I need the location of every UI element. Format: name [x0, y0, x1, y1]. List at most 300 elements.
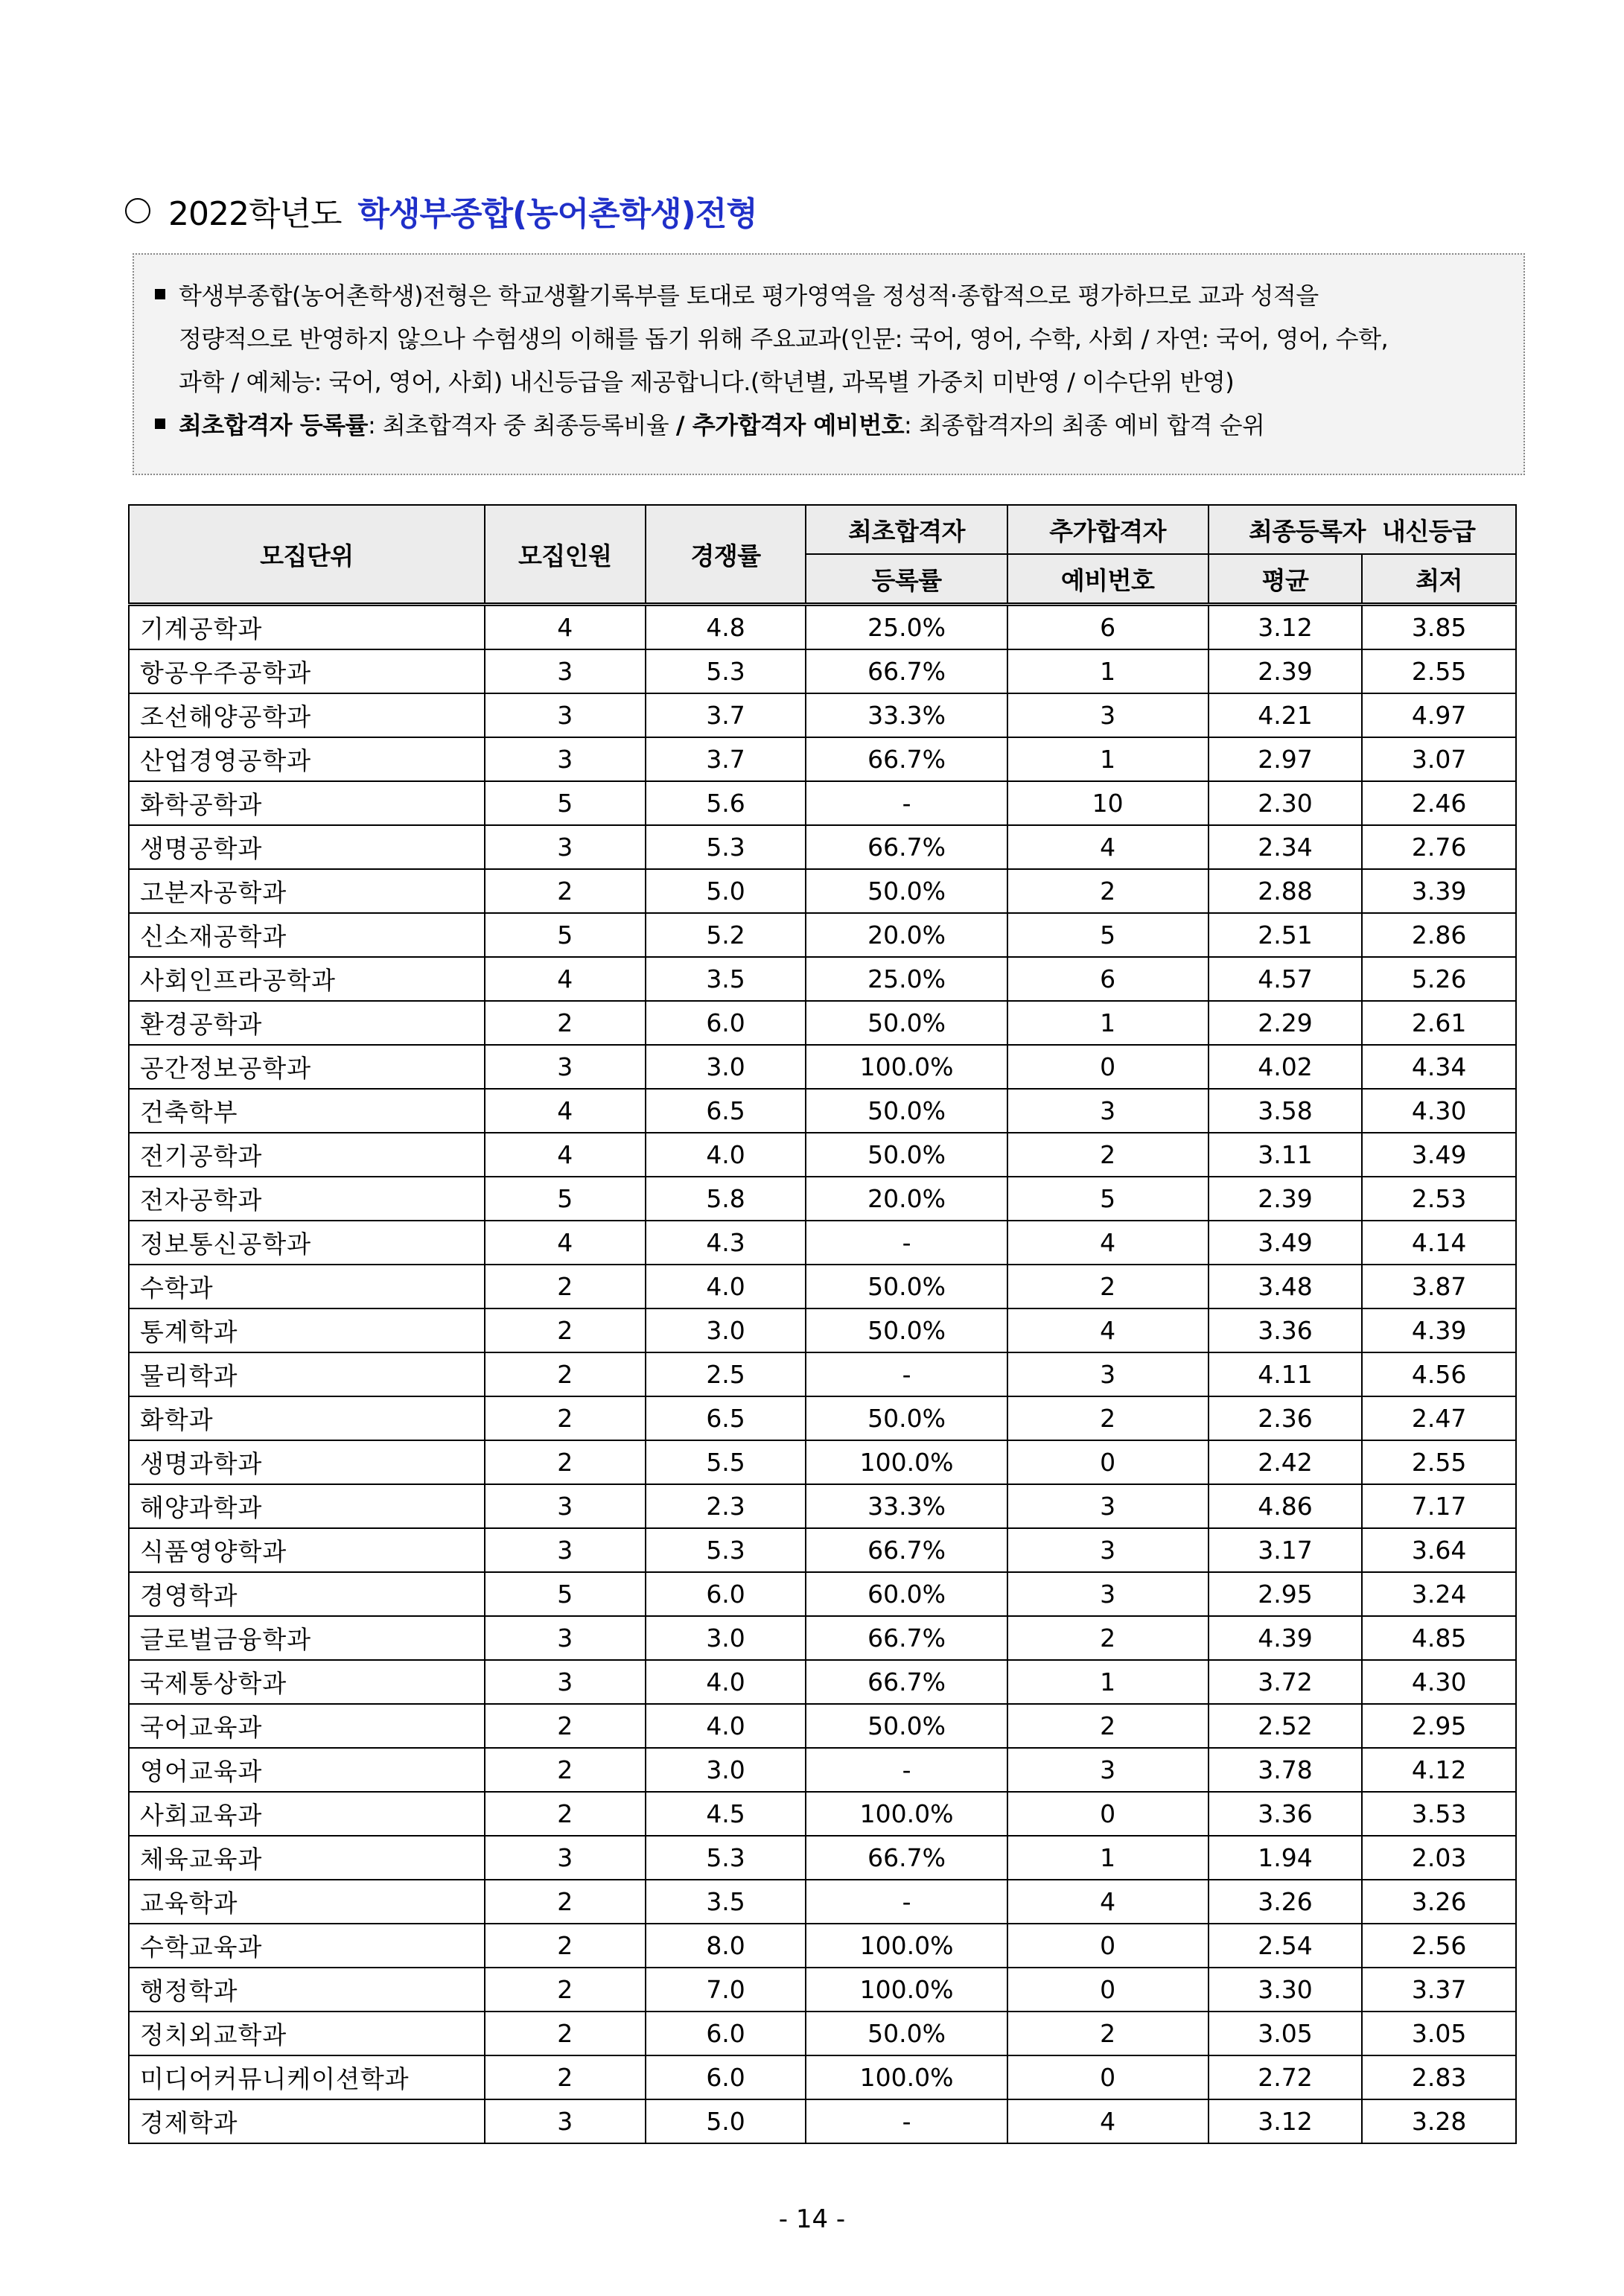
grade-avg-cell: 3.36: [1209, 1308, 1363, 1352]
competition-cell: 3.7: [646, 693, 806, 737]
note-item-1: [150, 274, 1507, 317]
note-separator: /: [675, 411, 685, 439]
grade-min-cell: 2.56: [1362, 1924, 1516, 1968]
table-row: [129, 1880, 1516, 1924]
waitlist-number-cell: 3: [1007, 1484, 1209, 1528]
table-body: [129, 605, 1516, 2144]
first-reg-rate-cell: 100.0%: [806, 1924, 1007, 1968]
col-header-first-reg-bottom: 등록률: [806, 554, 1007, 605]
quota-cell: 2: [485, 1396, 646, 1440]
unit-name-cell: 수학과: [129, 1265, 485, 1308]
waitlist-number-cell: 0: [1007, 1792, 1209, 1836]
col-header-competition: 경쟁률: [646, 505, 806, 605]
table-row: [129, 693, 1516, 737]
unit-name-cell: 전기공학과: [129, 1133, 485, 1177]
first-reg-rate-cell: 100.0%: [806, 1045, 1007, 1089]
competition-cell: 3.5: [646, 957, 806, 1001]
grade-avg-cell: 2.30: [1209, 781, 1363, 825]
quota-cell: 3: [485, 1045, 646, 1089]
table-row: [129, 1616, 1516, 1660]
col-header-waitlist-top: 추가합격자: [1007, 505, 1209, 554]
table-row: [129, 957, 1516, 1001]
unit-name-cell: 생명과학과: [129, 1440, 485, 1484]
grade-min-cell: 4.30: [1362, 1660, 1516, 1704]
table-row: [129, 1089, 1516, 1133]
first-reg-rate-cell: -: [806, 2099, 1007, 2143]
square-bullet-icon: [155, 419, 165, 429]
grade-min-cell: 3.26: [1362, 1880, 1516, 1924]
col-header-grade-min: 최저: [1362, 554, 1516, 605]
quota-cell: 3: [485, 1836, 646, 1880]
square-bullet-icon: [155, 289, 165, 299]
competition-cell: 6.0: [646, 1572, 806, 1616]
first-reg-rate-cell: 50.0%: [806, 1001, 1007, 1045]
table-row: [129, 1836, 1516, 1880]
unit-name-cell: 수학교육과: [129, 1924, 485, 1968]
table-row: [129, 913, 1516, 957]
quota-cell: 2: [485, 1308, 646, 1352]
waitlist-number-cell: 6: [1007, 957, 1209, 1001]
waitlist-number-cell: 3: [1007, 1528, 1209, 1572]
admission-results-table: [128, 504, 1517, 2144]
quota-cell: 2: [485, 1924, 646, 1968]
table-row: [129, 1572, 1516, 1616]
grade-avg-cell: 3.12: [1209, 2099, 1363, 2143]
waitlist-number-cell: 0: [1007, 2055, 1209, 2099]
competition-cell: 4.8: [646, 605, 806, 650]
grade-min-cell: 5.26: [1362, 957, 1516, 1001]
first-reg-rate-cell: 50.0%: [806, 1396, 1007, 1440]
quota-cell: 3: [485, 1484, 646, 1528]
grade-min-cell: 2.83: [1362, 2055, 1516, 2099]
col-header-unit: 모집단위: [129, 505, 485, 605]
grade-avg-cell: 2.54: [1209, 1924, 1363, 1968]
grade-min-cell: 4.34: [1362, 1045, 1516, 1089]
grade-min-cell: 2.53: [1362, 1177, 1516, 1221]
grade-min-cell: 3.37: [1362, 1968, 1516, 2012]
unit-name-cell: 생명공학과: [129, 825, 485, 869]
grade-min-cell: 3.28: [1362, 2099, 1516, 2143]
first-reg-rate-cell: 25.0%: [806, 957, 1007, 1001]
table-row: [129, 781, 1516, 825]
waitlist-number-cell: 4: [1007, 1308, 1209, 1352]
table-row: [129, 1792, 1516, 1836]
competition-cell: 6.0: [646, 1001, 806, 1045]
competition-cell: 4.0: [646, 1704, 806, 1748]
unit-name-cell: 환경공학과: [129, 1001, 485, 1045]
note-line-3: 과학 / 예체능: 국어, 영어, 사회) 내신등급을 제공합니다.(학년별, 과목별 가중치 미반영 / 이수단위 반영): [179, 368, 1235, 396]
grade-min-cell: 2.47: [1362, 1396, 1516, 1440]
table-row: [129, 1968, 1516, 2012]
grade-avg-cell: 3.30: [1209, 1968, 1363, 2012]
grade-avg-cell: 3.36: [1209, 1792, 1363, 1836]
competition-cell: 4.3: [646, 1221, 806, 1265]
grade-min-cell: 2.76: [1362, 825, 1516, 869]
grade-avg-cell: 2.34: [1209, 825, 1363, 869]
waitlist-number-cell: 2: [1007, 1616, 1209, 1660]
waitlist-number-cell: 2: [1007, 1133, 1209, 1177]
waitlist-number-cell: 6: [1007, 605, 1209, 650]
competition-cell: 6.5: [646, 1396, 806, 1440]
waitlist-number-cell: 1: [1007, 1001, 1209, 1045]
first-reg-rate-cell: 33.3%: [806, 693, 1007, 737]
quota-cell: 4: [485, 1089, 646, 1133]
unit-name-cell: 경제학과: [129, 2099, 485, 2143]
waitlist-number-cell: 10: [1007, 781, 1209, 825]
grade-avg-cell: 2.72: [1209, 2055, 1363, 2099]
grade-avg-cell: 3.26: [1209, 1880, 1363, 1924]
table-row: [129, 2099, 1516, 2143]
grade-min-cell: 3.53: [1362, 1792, 1516, 1836]
unit-name-cell: 물리학과: [129, 1352, 485, 1396]
waitlist-number-cell: 4: [1007, 825, 1209, 869]
waitlist-number-cell: 0: [1007, 1440, 1209, 1484]
waitlist-number-cell: 5: [1007, 913, 1209, 957]
competition-cell: 3.7: [646, 737, 806, 781]
first-reg-rate-cell: 20.0%: [806, 913, 1007, 957]
table-row: [129, 1133, 1516, 1177]
quota-cell: 2: [485, 1001, 646, 1045]
waitlist-number-cell: 1: [1007, 1836, 1209, 1880]
table-row: [129, 1528, 1516, 1572]
grade-avg-cell: 4.11: [1209, 1352, 1363, 1396]
section-heading: [125, 185, 757, 237]
grade-min-cell: 3.49: [1362, 1133, 1516, 1177]
table-row: [129, 1484, 1516, 1528]
waitlist-number-cell: 2: [1007, 1265, 1209, 1308]
grade-avg-cell: 1.94: [1209, 1836, 1363, 1880]
waitlist-number-cell: 3: [1007, 1089, 1209, 1133]
waitlist-number-cell: 2: [1007, 869, 1209, 913]
competition-cell: 6.5: [646, 1089, 806, 1133]
waitlist-number-cell: 2: [1007, 1396, 1209, 1440]
competition-cell: 3.0: [646, 1045, 806, 1089]
waitlist-number-cell: 4: [1007, 2099, 1209, 2143]
unit-name-cell: 산업경영공학과: [129, 737, 485, 781]
competition-cell: 2.5: [646, 1352, 806, 1396]
first-reg-rate-cell: -: [806, 781, 1007, 825]
grade-avg-cell: 3.17: [1209, 1528, 1363, 1572]
page-number: - 14 -: [778, 2204, 846, 2234]
unit-name-cell: 사회인프라공학과: [129, 957, 485, 1001]
unit-name-cell: 영어교육과: [129, 1748, 485, 1792]
competition-cell: 8.0: [646, 1924, 806, 1968]
quota-cell: 3: [485, 737, 646, 781]
quota-cell: 4: [485, 605, 646, 650]
table-row: [129, 737, 1516, 781]
first-reg-rate-cell: 20.0%: [806, 1177, 1007, 1221]
quota-cell: 2: [485, 1748, 646, 1792]
waitlist-number-cell: 5: [1007, 1177, 1209, 1221]
first-reg-rate-cell: 60.0%: [806, 1572, 1007, 1616]
first-reg-rate-cell: -: [806, 1748, 1007, 1792]
grade-min-cell: 4.97: [1362, 693, 1516, 737]
waitlist-number-cell: 4: [1007, 1880, 1209, 1924]
grade-min-cell: 4.30: [1362, 1089, 1516, 1133]
grade-avg-cell: 2.39: [1209, 1177, 1363, 1221]
competition-cell: 5.0: [646, 2099, 806, 2143]
quota-cell: 3: [485, 1660, 646, 1704]
table-row: [129, 1748, 1516, 1792]
note-line-2: 정량적으로 반영하지 않으나 수험생의 이해를 돕기 위해 주요교과(인문: 국어, 영어, 수학, 사회 / 자연: 국어, 영어, 수학,: [179, 325, 1389, 353]
grade-min-cell: 2.03: [1362, 1836, 1516, 1880]
grade-min-cell: 3.64: [1362, 1528, 1516, 1572]
grade-avg-cell: 2.51: [1209, 913, 1363, 957]
quota-cell: 3: [485, 649, 646, 693]
first-reg-rate-cell: 100.0%: [806, 1792, 1007, 1836]
first-reg-rate-cell: -: [806, 1221, 1007, 1265]
unit-name-cell: 기계공학과: [129, 605, 485, 650]
note-term-first-reg: 최초합격자 등록률: [179, 411, 368, 439]
unit-name-cell: 체육교육과: [129, 1836, 485, 1880]
grade-min-cell: 3.39: [1362, 869, 1516, 913]
waitlist-number-cell: 3: [1007, 1572, 1209, 1616]
unit-name-cell: 건축학부: [129, 1089, 485, 1133]
quota-cell: 4: [485, 1221, 646, 1265]
quota-cell: 3: [485, 2099, 646, 2143]
grade-avg-cell: 4.86: [1209, 1484, 1363, 1528]
quota-cell: 2: [485, 1440, 646, 1484]
unit-name-cell: 국제통상학과: [129, 1660, 485, 1704]
competition-cell: 3.5: [646, 1880, 806, 1924]
grade-avg-cell: 2.36: [1209, 1396, 1363, 1440]
first-reg-rate-cell: 50.0%: [806, 1089, 1007, 1133]
table-row: [129, 1704, 1516, 1748]
competition-cell: 3.0: [646, 1308, 806, 1352]
table-row: [129, 649, 1516, 693]
unit-name-cell: 식품영양학과: [129, 1528, 485, 1572]
grade-min-cell: 2.95: [1362, 1704, 1516, 1748]
unit-name-cell: 교육학과: [129, 1880, 485, 1924]
competition-cell: 2.3: [646, 1484, 806, 1528]
grade-min-cell: 2.55: [1362, 649, 1516, 693]
quota-cell: 5: [485, 913, 646, 957]
competition-cell: 3.0: [646, 1748, 806, 1792]
first-reg-rate-cell: 100.0%: [806, 2055, 1007, 2099]
table-row: [129, 869, 1516, 913]
col-header-first-reg-top: 최초합격자: [806, 505, 1007, 554]
unit-name-cell: 글로벌금융학과: [129, 1616, 485, 1660]
table-row: [129, 1924, 1516, 1968]
waitlist-number-cell: 0: [1007, 1968, 1209, 2012]
unit-name-cell: 항공우주공학과: [129, 649, 485, 693]
table-row: [129, 1265, 1516, 1308]
unit-name-cell: 미디어커뮤니케이션학과: [129, 2055, 485, 2099]
grade-avg-cell: 2.95: [1209, 1572, 1363, 1616]
unit-name-cell: 신소재공학과: [129, 913, 485, 957]
grade-min-cell: 3.24: [1362, 1572, 1516, 1616]
unit-name-cell: 행정학과: [129, 1968, 485, 2012]
first-reg-rate-cell: -: [806, 1352, 1007, 1396]
competition-cell: 6.0: [646, 2012, 806, 2055]
quota-cell: 3: [485, 825, 646, 869]
competition-cell: 5.6: [646, 781, 806, 825]
unit-name-cell: 정치외교학과: [129, 2012, 485, 2055]
grade-min-cell: 4.12: [1362, 1748, 1516, 1792]
grade-min-cell: 2.55: [1362, 1440, 1516, 1484]
competition-cell: 3.0: [646, 1616, 806, 1660]
first-reg-rate-cell: 66.7%: [806, 1836, 1007, 1880]
first-reg-rate-cell: 50.0%: [806, 1704, 1007, 1748]
competition-cell: 7.0: [646, 1968, 806, 2012]
grade-avg-cell: 2.88: [1209, 869, 1363, 913]
grade-avg-cell: 3.72: [1209, 1660, 1363, 1704]
grade-min-cell: 4.56: [1362, 1352, 1516, 1396]
unit-name-cell: 화학공학과: [129, 781, 485, 825]
note-text-first-reg: : 최초합격자 중 최종등록비율: [367, 411, 676, 439]
grade-avg-cell: 2.97: [1209, 737, 1363, 781]
quota-cell: 2: [485, 1792, 646, 1836]
grade-min-cell: 3.05: [1362, 2012, 1516, 2055]
grade-avg-cell: 4.02: [1209, 1045, 1363, 1089]
quota-cell: 2: [485, 1352, 646, 1396]
waitlist-number-cell: 3: [1007, 693, 1209, 737]
waitlist-number-cell: 1: [1007, 649, 1209, 693]
first-reg-rate-cell: 66.7%: [806, 1660, 1007, 1704]
grade-avg-cell: 3.12: [1209, 605, 1363, 650]
quota-cell: 5: [485, 781, 646, 825]
competition-cell: 4.0: [646, 1660, 806, 1704]
first-reg-rate-cell: 66.7%: [806, 1616, 1007, 1660]
grade-min-cell: 4.39: [1362, 1308, 1516, 1352]
waitlist-number-cell: 1: [1007, 737, 1209, 781]
note-term-waitlist: 추가합격자 예비번호: [684, 411, 905, 439]
note-item-2: [150, 404, 1507, 447]
grade-min-cell: 7.17: [1362, 1484, 1516, 1528]
table-row: [129, 825, 1516, 869]
competition-cell: 4.0: [646, 1265, 806, 1308]
table-row: [129, 2055, 1516, 2099]
first-reg-rate-cell: 50.0%: [806, 2012, 1007, 2055]
first-reg-rate-cell: 50.0%: [806, 1308, 1007, 1352]
waitlist-number-cell: 3: [1007, 1748, 1209, 1792]
quota-cell: 2: [485, 1265, 646, 1308]
circle-bullet-icon: [125, 198, 150, 223]
quota-cell: 2: [485, 869, 646, 913]
waitlist-number-cell: 4: [1007, 1221, 1209, 1265]
first-reg-rate-cell: 33.3%: [806, 1484, 1007, 1528]
table-row: [129, 1001, 1516, 1045]
quota-cell: 4: [485, 957, 646, 1001]
grade-avg-cell: 2.29: [1209, 1001, 1363, 1045]
first-reg-rate-cell: 100.0%: [806, 1968, 1007, 2012]
grade-avg-cell: 2.39: [1209, 649, 1363, 693]
waitlist-number-cell: 0: [1007, 1045, 1209, 1089]
grade-min-cell: 4.14: [1362, 1221, 1516, 1265]
table-row: [129, 1221, 1516, 1265]
grade-avg-cell: 3.78: [1209, 1748, 1363, 1792]
quota-cell: 2: [485, 1968, 646, 2012]
grade-avg-cell: 4.57: [1209, 957, 1363, 1001]
unit-name-cell: 고분자공학과: [129, 869, 485, 913]
quota-cell: 3: [485, 1528, 646, 1572]
first-reg-rate-cell: 66.7%: [806, 825, 1007, 869]
grade-min-cell: 3.87: [1362, 1265, 1516, 1308]
competition-cell: 5.5: [646, 1440, 806, 1484]
quota-cell: 2: [485, 2055, 646, 2099]
unit-name-cell: 전자공학과: [129, 1177, 485, 1221]
quota-cell: 5: [485, 1572, 646, 1616]
grade-avg-cell: 3.05: [1209, 2012, 1363, 2055]
competition-cell: 5.3: [646, 649, 806, 693]
waitlist-number-cell: 0: [1007, 1924, 1209, 1968]
quota-cell: 2: [485, 1880, 646, 1924]
note-line-1: 학생부종합(농어촌학생)전형은 학교생활기록부를 토대로 평가영역을 정성적·종합적으로 평가하므로 교과 성적을: [179, 282, 1319, 310]
competition-cell: 5.3: [646, 1836, 806, 1880]
competition-cell: 5.2: [646, 913, 806, 957]
table-row: [129, 1177, 1516, 1221]
first-reg-rate-cell: 66.7%: [806, 737, 1007, 781]
grade-min-cell: 3.07: [1362, 737, 1516, 781]
first-reg-rate-cell: -: [806, 1880, 1007, 1924]
table-row: [129, 1308, 1516, 1352]
quota-cell: 5: [485, 1177, 646, 1221]
unit-name-cell: 통계학과: [129, 1308, 485, 1352]
col-header-grade-group: 최종등록자 내신등급: [1209, 505, 1516, 554]
unit-name-cell: 해양과학과: [129, 1484, 485, 1528]
quota-cell: 3: [485, 693, 646, 737]
first-reg-rate-cell: 50.0%: [806, 869, 1007, 913]
first-reg-rate-cell: 66.7%: [806, 1528, 1007, 1572]
grade-avg-cell: 3.49: [1209, 1221, 1363, 1265]
table-row: [129, 1396, 1516, 1440]
unit-name-cell: 국어교육과: [129, 1704, 485, 1748]
grade-min-cell: 2.46: [1362, 781, 1516, 825]
heading-year: 2022학년도: [168, 195, 342, 233]
first-reg-rate-cell: 25.0%: [806, 605, 1007, 650]
competition-cell: 4.5: [646, 1792, 806, 1836]
quota-cell: 2: [485, 2012, 646, 2055]
quota-cell: 3: [485, 1616, 646, 1660]
unit-name-cell: 경영학과: [129, 1572, 485, 1616]
competition-cell: 4.0: [646, 1133, 806, 1177]
heading-title: 학생부종합(농어촌학생)전형: [357, 195, 757, 233]
unit-name-cell: 조선해양공학과: [129, 693, 485, 737]
notes-box: [133, 253, 1525, 475]
col-header-waitlist-bottom: 예비번호: [1007, 554, 1209, 605]
grade-avg-cell: 4.21: [1209, 693, 1363, 737]
competition-cell: 6.0: [646, 2055, 806, 2099]
waitlist-number-cell: 2: [1007, 1704, 1209, 1748]
note-text-waitlist: : 최종합격자의 최종 예비 합격 순위: [904, 411, 1265, 439]
grade-avg-cell: 2.42: [1209, 1440, 1363, 1484]
table-row: [129, 1045, 1516, 1089]
grade-min-cell: 2.86: [1362, 913, 1516, 957]
col-header-grade-avg: 평균: [1209, 554, 1363, 605]
grade-avg-cell: 3.11: [1209, 1133, 1363, 1177]
grade-avg-cell: 4.39: [1209, 1616, 1363, 1660]
waitlist-number-cell: 3: [1007, 1352, 1209, 1396]
quota-cell: 2: [485, 1704, 646, 1748]
first-reg-rate-cell: 100.0%: [806, 1440, 1007, 1484]
first-reg-rate-cell: 66.7%: [806, 649, 1007, 693]
waitlist-number-cell: 1: [1007, 1660, 1209, 1704]
grade-avg-cell: 3.58: [1209, 1089, 1363, 1133]
table-row: [129, 1660, 1516, 1704]
waitlist-number-cell: 2: [1007, 2012, 1209, 2055]
first-reg-rate-cell: 50.0%: [806, 1133, 1007, 1177]
competition-cell: 5.3: [646, 825, 806, 869]
unit-name-cell: 사회교육과: [129, 1792, 485, 1836]
grade-min-cell: 2.61: [1362, 1001, 1516, 1045]
first-reg-rate-cell: 50.0%: [806, 1265, 1007, 1308]
header-row-1: [129, 505, 1516, 554]
quota-cell: 4: [485, 1133, 646, 1177]
grade-avg-cell: 2.52: [1209, 1704, 1363, 1748]
grade-min-cell: 3.85: [1362, 605, 1516, 650]
table-row: [129, 1440, 1516, 1484]
unit-name-cell: 정보통신공학과: [129, 1221, 485, 1265]
